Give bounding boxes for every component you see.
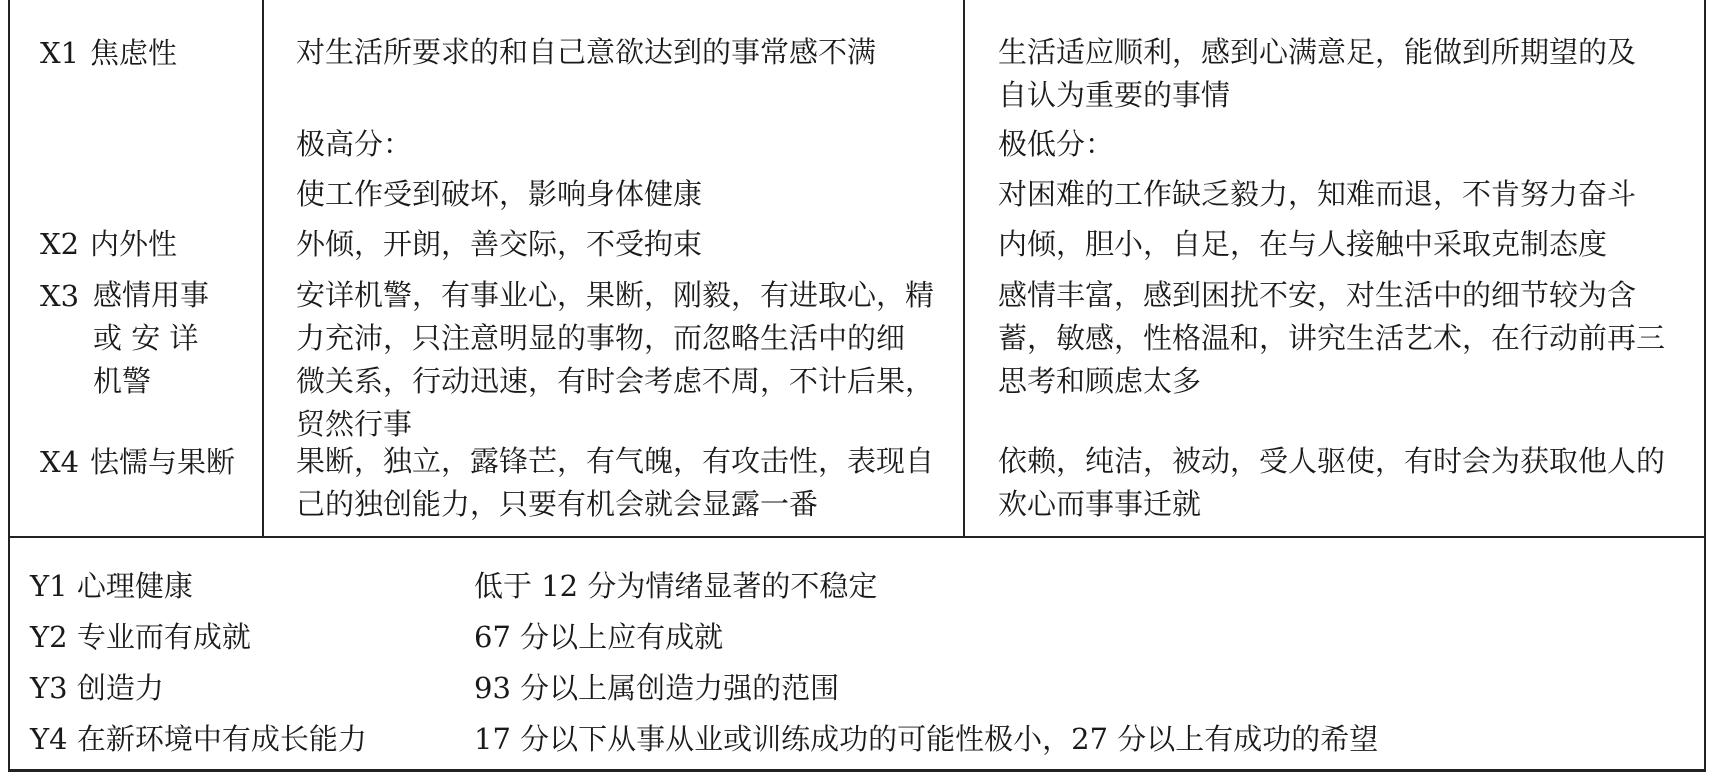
x1-high-score-heading: 极高分： <box>296 127 413 161</box>
x1-high-description: 对生活所要求的和自己意欲达到的事常感不满 <box>296 35 877 69</box>
y3-description: 93 分以上属创造力强的范围 <box>474 671 840 705</box>
factor-code-x3: X3 <box>40 279 80 313</box>
column-divider-2 <box>963 0 965 537</box>
x2-high-description: 外倾，开朗，善交际，不受拘束 <box>296 227 703 261</box>
x3-low-description: 感情丰富，感到困扰不安，对生活中的细节较为含 蓄，敏感，性格温和，讲究生活艺术，在行动前再三 思考和顾虑太多 <box>998 278 1666 398</box>
factor-code-x4: X4 <box>40 445 80 479</box>
x3-high-description: 安详机警，有事业心，果断，刚毅，有进取心，精 力充沛，只注意明显的事物，而忽略生活中的细 微关系，行动迅速，有时会考虑不周，不计后果， 贸然行事 <box>296 278 935 441</box>
factor-code-x2: X2 <box>40 227 80 261</box>
column-divider-1 <box>262 0 264 537</box>
x2-low-description: 内倾，胆小，自足，在与人接触中采取克制态度 <box>998 227 1608 261</box>
factor-name-x1: 焦虑性 <box>90 36 178 70</box>
factor-name-x4: 怯懦与果断 <box>90 445 236 479</box>
x1-low-score-heading: 极低分： <box>998 127 1115 161</box>
x4-low-description: 依赖，纯洁，被动，受人驱使，有时会为获取他人的 欢心而事事迁就 <box>998 444 1666 521</box>
factor-code-x1: X1 <box>40 36 80 70</box>
y1-description: 低于 12 分为情绪显著的不稳定 <box>474 569 878 603</box>
y3-label: Y3 创造力 <box>30 671 164 705</box>
y4-description: 17 分以下从事从业或训练成功的可能性极小，27 分以上有成功的希望 <box>474 722 1379 756</box>
y1-label: Y1 心理健康 <box>30 569 193 603</box>
factor-name-x3: 感情用事 或 安 详 机警 <box>93 278 210 398</box>
x1-high-score-effect: 使工作受到破坏，影响身体健康 <box>296 177 703 211</box>
y4-label: Y4 在新环境中有成长能力 <box>30 722 367 756</box>
x1-low-description: 生活适应顺利，感到心满意足，能做到所期望的及 自认为重要的事情 <box>998 35 1637 112</box>
section-divider <box>8 536 1706 538</box>
factor-name-x2: 内外性 <box>90 227 178 261</box>
x1-low-score-effect: 对困难的工作缺乏毅力，知难而退，不肯努力奋斗 <box>998 177 1637 211</box>
y2-label: Y2 专业而有成就 <box>30 620 251 654</box>
y2-description: 67 分以上应有成就 <box>474 620 724 654</box>
x4-high-description: 果断，独立，露锋芒，有气魄，有攻击性，表现自 己的独创能力，只要有机会就会显露一番 <box>296 444 935 521</box>
